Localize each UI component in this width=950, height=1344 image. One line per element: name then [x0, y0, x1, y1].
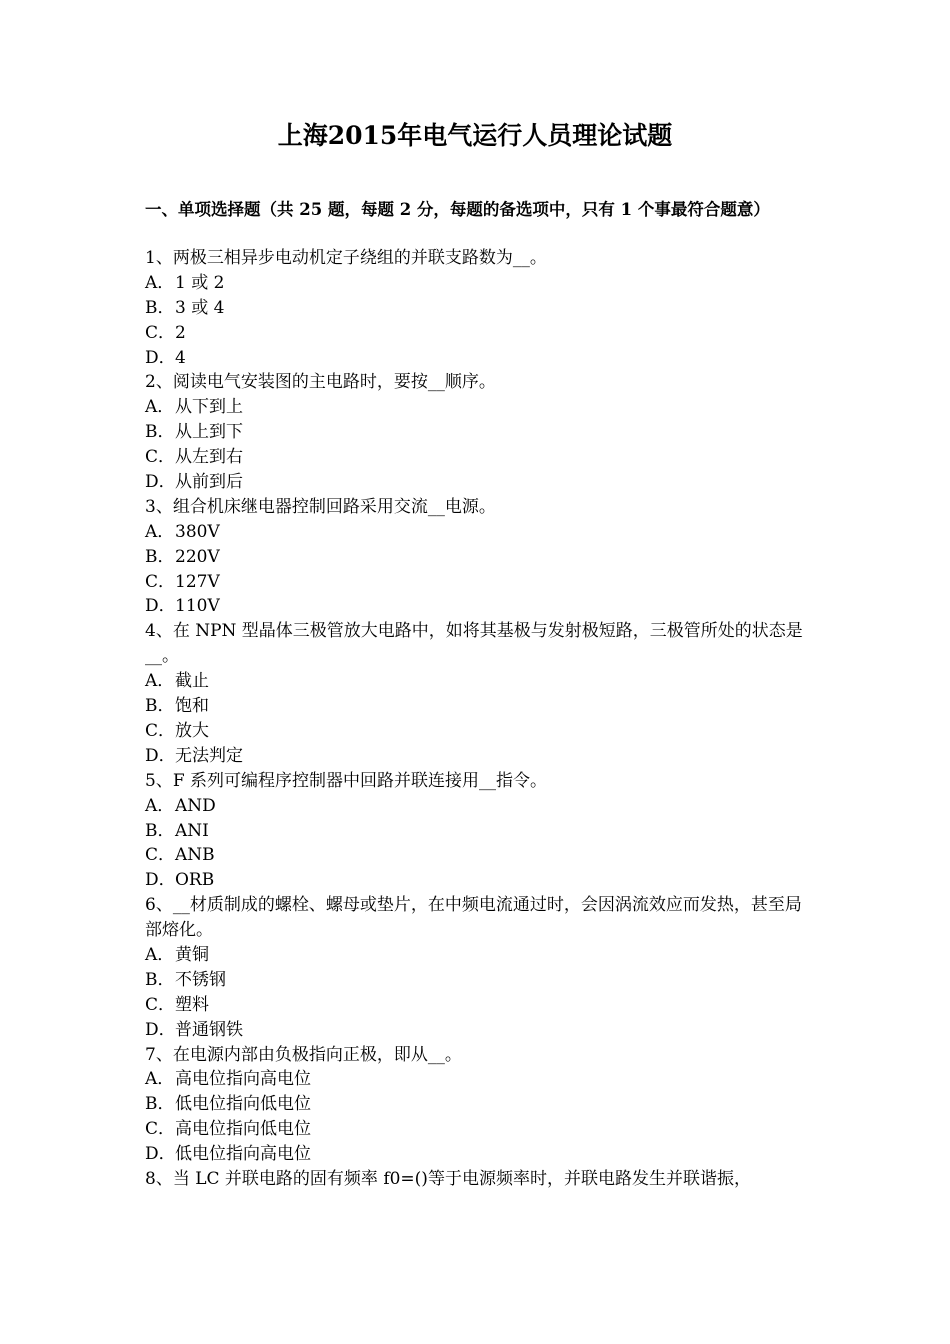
option-c — [145, 1117, 810, 1142]
section-heading: 一、单项选择题（共 25 题，每题 2 分，每题的备选项中，只有 1 个事最符合题意） — [145, 200, 770, 219]
question-stem: 8、当 LC 并联电路的固有频率 f0=()等于电源频率时，并联电路发生并联谐振， — [145, 1168, 751, 1189]
option-text: 1 或 2 — [175, 272, 225, 293]
option-key: B． — [145, 546, 175, 567]
option-key: D． — [145, 347, 176, 368]
question-stem: 7、在电源内部由负极指向正极，即从__。 — [145, 1044, 462, 1065]
option-text: 普通钢铁 — [175, 1019, 243, 1040]
option-b — [145, 968, 810, 993]
option-a — [145, 395, 810, 420]
option-a — [145, 271, 810, 296]
question-list — [145, 246, 810, 1192]
question-stem: 4、在 NPN 型晶体三极管放大电路中，如将其基极与发射极短路，三极管所处的状态是__。 — [145, 621, 803, 667]
option-key: C． — [145, 720, 176, 741]
option-b — [145, 694, 810, 719]
option-key: C． — [145, 447, 176, 468]
option-b — [145, 819, 810, 844]
option-c — [145, 719, 810, 744]
option-text: 放大 — [175, 720, 209, 741]
option-key: A． — [145, 795, 175, 816]
option-text: 4 — [175, 347, 186, 368]
option-c — [145, 993, 810, 1018]
option-text: 塑料 — [175, 994, 209, 1015]
option-b — [145, 296, 810, 321]
option-key: D． — [145, 472, 176, 493]
option-text: AND — [175, 795, 216, 816]
option-text: 低电位指向低电位 — [175, 1094, 311, 1115]
option-key: A． — [145, 1069, 175, 1090]
option-key: A． — [145, 944, 175, 965]
option-text: 不锈钢 — [175, 969, 226, 990]
option-key: C． — [145, 845, 176, 866]
option-key: B． — [145, 1094, 175, 1115]
question-stem: 2、阅读电气安装图的主电路时，要按__顺序。 — [145, 372, 496, 393]
option-key: D． — [145, 870, 176, 891]
option-key: A． — [145, 521, 175, 542]
option-key: A． — [145, 671, 175, 692]
option-d — [145, 346, 810, 371]
option-text: 110V — [175, 596, 220, 617]
question-stem: 3、组合机床继电器控制回路采用交流__电源。 — [145, 496, 496, 517]
option-key: D． — [145, 1019, 176, 1040]
option-text: 饱和 — [175, 696, 209, 717]
question-stem: 6、__材质制成的螺栓、螺母或垫片，在中频电流通过时，会因涡流效应而发热，甚至局部熔化。 — [145, 895, 802, 941]
option-text: 从左到右 — [175, 447, 243, 468]
option-key: D． — [145, 596, 176, 617]
option-key: D． — [145, 745, 176, 766]
question-stem: 1、两极三相异步电动机定子绕组的并联支路数为__。 — [145, 248, 547, 268]
option-text: 截止 — [175, 671, 209, 692]
option-key: B． — [145, 820, 175, 841]
option-text: 3 或 4 — [175, 297, 225, 318]
option-text: 高电位指向低电位 — [175, 1119, 311, 1140]
option-d — [145, 868, 810, 893]
option-b — [145, 545, 810, 570]
option-key: D． — [145, 1144, 176, 1165]
option-a — [145, 1067, 810, 1092]
question-stem: 5、F 系列可编程序控制器中回路并联连接用__指令。 — [145, 770, 548, 791]
option-key: B． — [145, 696, 175, 717]
option-key: A． — [145, 397, 175, 418]
option-key: B． — [145, 422, 175, 443]
option-text: ORB — [175, 870, 215, 891]
option-key: B． — [145, 297, 175, 318]
option-text: 从上到下 — [175, 422, 243, 443]
option-text: 从下到上 — [175, 397, 243, 418]
option-key: C． — [145, 322, 176, 343]
option-text: 无法判定 — [175, 745, 243, 766]
option-text: 127V — [175, 571, 220, 592]
option-a — [145, 669, 810, 694]
option-text: ANI — [175, 820, 209, 841]
option-c — [145, 570, 810, 595]
option-text: 低电位指向高电位 — [175, 1144, 311, 1165]
option-text: 从前到后 — [175, 472, 243, 493]
option-text: 380V — [175, 521, 220, 542]
option-text: 2 — [175, 322, 186, 343]
option-d — [145, 594, 810, 619]
option-b — [145, 420, 810, 445]
option-c — [145, 445, 810, 470]
option-text: ANB — [175, 845, 215, 866]
option-key: B． — [145, 969, 175, 990]
option-b — [145, 1092, 810, 1117]
option-text: 黄铜 — [175, 944, 209, 965]
option-a — [145, 943, 810, 968]
option-key: C． — [145, 571, 176, 592]
option-key: C． — [145, 1119, 176, 1140]
option-d — [145, 744, 810, 769]
option-key: C． — [145, 994, 176, 1015]
option-a — [145, 794, 810, 819]
option-text: 220V — [175, 546, 220, 567]
option-c — [145, 321, 810, 346]
option-d — [145, 1142, 810, 1167]
option-key: A． — [145, 272, 175, 293]
option-d — [145, 1018, 810, 1043]
option-d — [145, 470, 810, 495]
option-text: 高电位指向高电位 — [175, 1069, 311, 1090]
option-a — [145, 520, 810, 545]
document-title: 上海2015年电气运行人员理论试题 — [277, 121, 673, 150]
option-c — [145, 843, 810, 868]
